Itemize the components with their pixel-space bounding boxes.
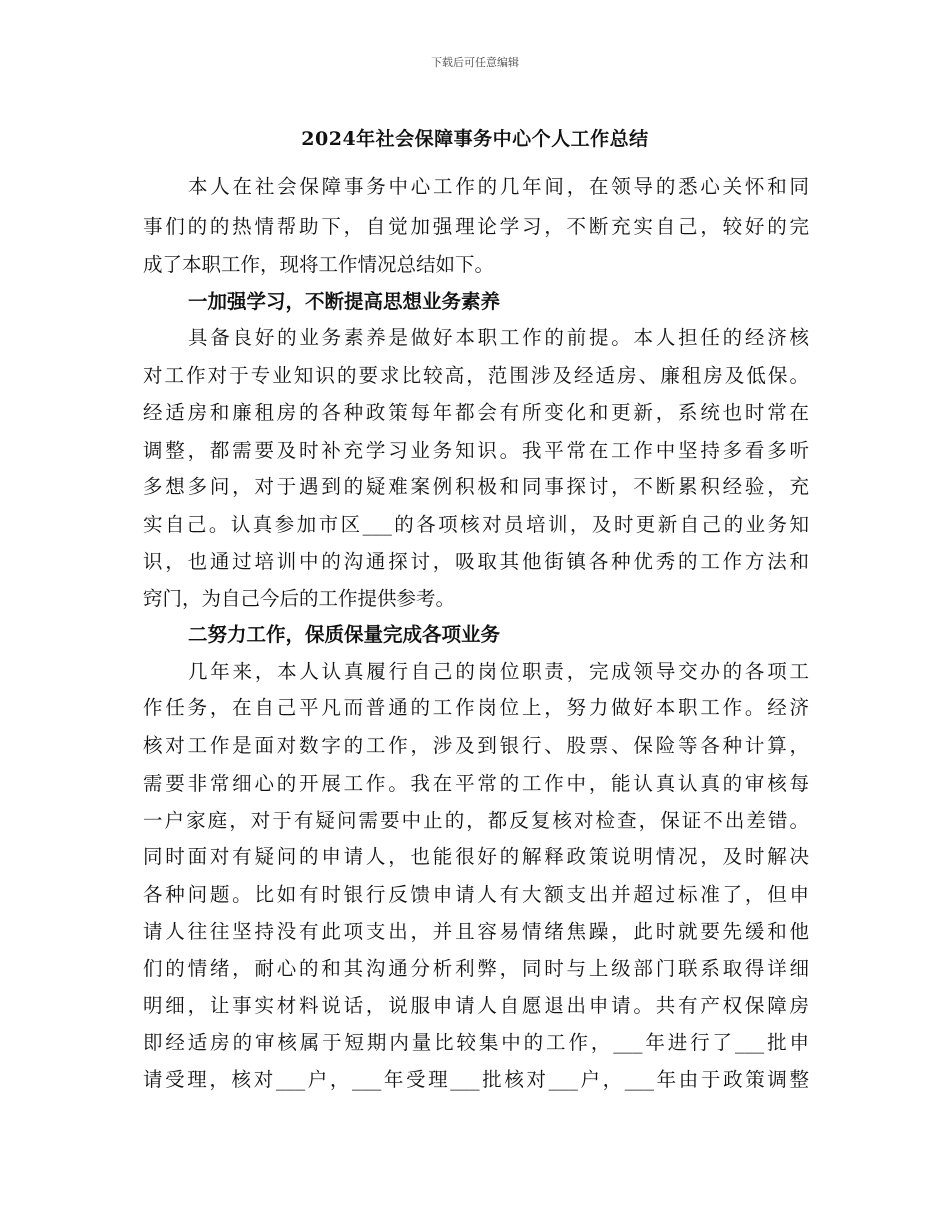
- paragraph-line: 请人往往坚持没有此项支出，并且容易情绪焦躁，此时就要先缓和他: [143, 920, 809, 943]
- paragraph-line: 们的情绪，耐心的和其沟通分析利弊，同时与上级部门联系取得详细: [143, 957, 809, 980]
- paragraph-line: 明细，让事实材料说话，说服申请人自愿退出申请。共有产权保障房: [143, 994, 809, 1017]
- paragraph-line: 几年来，本人认真履行自己的岗位职责，完成领导交办的各项工: [188, 660, 809, 683]
- paragraph-line: 需要非常细心的开展工作。我在平常的工作中，能认真认真的审核每: [143, 772, 809, 795]
- paragraph-line: 同时面对有疑问的申请人，也能很好的解释政策说明情况，及时解决: [143, 845, 809, 868]
- paragraph-line: 经适房和廉租房的各种政策每年都会有所变化和更新，系统也时常在: [143, 401, 809, 424]
- paragraph-line: 识，也通过培训中的沟通探讨，吸取其他街镇各种优秀的工作方法和: [143, 550, 809, 573]
- paragraph-line: 实自己。认真参加市区___的各项核对员培训，及时更新自己的业务知: [143, 513, 809, 536]
- paragraph-line: 事们的的热情帮助下，自觉加强理论学习，不断充实自己，较好的完: [143, 215, 809, 238]
- paragraph-line: 多想多问，对于遇到的疑难案例积极和同事探讨，不断累积经验，充: [143, 475, 809, 498]
- paragraph-line: 核对工作是面对数字的工作，涉及到银行、股票、保险等各种计算，: [143, 734, 809, 757]
- paragraph-line: 本人在社会保障事务中心工作的几年间，在领导的悉心关怀和同: [188, 175, 809, 198]
- paragraph-line: 作任务，在自己平凡而普通的工作岗位上，努力做好本职工作。经济: [143, 696, 809, 719]
- paragraph-line: 各种问题。比如有时银行反馈申请人有大额支出并超过标准了，但申: [143, 883, 809, 906]
- paragraph-line: 成了本职工作，现将工作情况总结如下。: [143, 253, 495, 276]
- header-note: 下载后可任意编辑: [431, 56, 519, 69]
- paragraph-line: 窍门，为自己今后的工作提供参考。: [143, 587, 456, 610]
- paragraph-line: 调整，都需要及时补充学习业务知识。我平常在工作中坚持多看多听: [143, 439, 809, 462]
- paragraph-line: 对工作对于专业知识的要求比较高，范围涉及经适房、廉租房及低保。: [143, 364, 809, 387]
- section-heading: 一加强学习，不断提高思想业务素养: [188, 290, 501, 313]
- paragraph-line: 即经适房的审核属于短期内量比较集中的工作，___年进行了___批申: [143, 1031, 809, 1054]
- section-heading: 二努力工作，保质保量完成各项业务: [188, 623, 501, 646]
- paragraph-line: 请受理，核对___户，___年受理___批核对___户，___年由于政策调整: [143, 1068, 809, 1091]
- paragraph-line: 具备良好的业务素养是做好本职工作的前提。本人担任的经济核: [188, 326, 809, 349]
- document-title: 2024年社会保障事务中心个人工作总结: [301, 128, 649, 150]
- paragraph-line: 一户家庭，对于有疑问需要中止的，都反复核对检查，保证不出差错。: [143, 809, 809, 832]
